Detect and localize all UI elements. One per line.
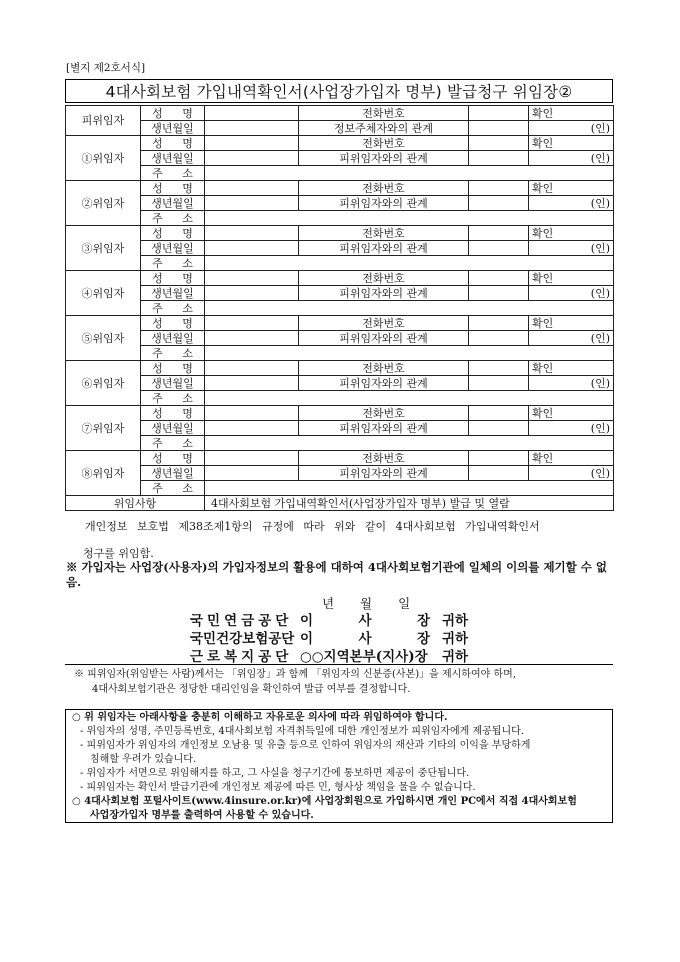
birth-field[interactable] (205, 466, 299, 481)
delegate-label: ④위임자 (66, 271, 141, 316)
phone-label: 전화번호 (299, 271, 469, 286)
seal-field[interactable]: (인) (529, 241, 614, 256)
name-label: 성 명 (141, 181, 205, 196)
seal-field[interactable]: (인) (529, 286, 614, 301)
addressee-suffix: 귀하 (442, 631, 469, 647)
birth-field[interactable] (205, 331, 299, 346)
delegate-row-address (66, 211, 614, 226)
delegate-row-birth (66, 286, 614, 301)
title-char: 장 (416, 631, 430, 647)
delegate-row-address (66, 301, 614, 316)
title-char: 사 (358, 631, 372, 647)
relation-label: 피위임자와의 관계 (299, 196, 469, 211)
date-line: 년 월 일 (322, 596, 411, 611)
relation-field[interactable] (469, 376, 529, 391)
delegate-row-name (66, 271, 614, 286)
phone-label: 전화번호 (299, 181, 469, 196)
address-label: 주 소 (141, 166, 205, 181)
birth-field[interactable] (205, 151, 299, 166)
name-label: 성 명 (141, 271, 205, 286)
delegate-row-name (66, 181, 614, 196)
delegate-row-birth (66, 241, 614, 256)
addressee-row (190, 630, 468, 648)
name-field[interactable] (205, 136, 299, 151)
separator (65, 664, 613, 665)
delegate-row-address (66, 166, 614, 181)
phone-label: 전화번호 (299, 406, 469, 421)
guidance-item: - 위임자가 서면으로 위임해지를 하고, 그 사실을 청구기간에 통보하면 제공이 중단됩니다. (80, 768, 470, 779)
delegate-label: ③위임자 (66, 226, 141, 271)
phone-label: 전화번호 (299, 106, 469, 121)
address-label: 주 소 (141, 391, 205, 406)
mandate-label: 위임사항 (66, 496, 205, 511)
seal-field[interactable]: (인) (529, 151, 614, 166)
name-label: 성 명 (141, 106, 205, 121)
name-field[interactable] (205, 406, 299, 421)
address-field[interactable] (205, 256, 614, 271)
title-char: 사 (358, 613, 372, 629)
delegatee-label: 피위임자 (66, 106, 141, 136)
statement (85, 519, 605, 562)
relation-field[interactable] (469, 466, 529, 481)
confirm-label: 확인 (529, 406, 614, 421)
guidance-item: - 피위임자가 위임자의 개인정보 오남용 및 유출 등으로 인하여 위임자의 재산과 기타의 이익을 부당하게 (80, 740, 531, 751)
phone-label: 전화번호 (299, 226, 469, 241)
birth-label: 생년월일 (141, 121, 205, 136)
title-char: 장 (416, 613, 430, 629)
phone-field[interactable] (469, 361, 529, 376)
name-label: 성 명 (141, 136, 205, 151)
addressee-row (190, 612, 468, 630)
relation-label: 정보주체자와의 관계 (299, 121, 469, 136)
phone-label: 전화번호 (299, 361, 469, 376)
guidance-box (65, 709, 613, 823)
address-label: 주 소 (141, 436, 205, 451)
addressee-title (300, 630, 430, 648)
birth-field[interactable] (205, 196, 299, 211)
form-code: [별지 제2호서식] (66, 62, 146, 74)
delegate-row-birth (66, 376, 614, 391)
delegation-table (65, 105, 614, 511)
delegate-row-address (66, 346, 614, 361)
delegate-row-birth (66, 331, 614, 346)
delegate-label: ⑦위임자 (66, 406, 141, 451)
address-label: 주 소 (141, 481, 205, 496)
address-field[interactable] (205, 166, 614, 181)
confirm-label: 확인 (529, 451, 614, 466)
title-text: ○○지역본부(지사)장 (300, 649, 428, 665)
delegate-row-name (66, 406, 614, 421)
seal-field[interactable]: (인) (529, 466, 614, 481)
birth-label: 생년월일 (141, 151, 205, 166)
delegate-label: ②위임자 (66, 181, 141, 226)
delegate-row-name (66, 361, 614, 376)
relation-field[interactable] (469, 331, 529, 346)
delegate-label: ⑥위임자 (66, 361, 141, 406)
guidance-item: 침해할 우려가 있습니다. (90, 754, 197, 765)
name-field[interactable] (205, 361, 299, 376)
birth-field[interactable] (205, 286, 299, 301)
confirm-label: 확인 (529, 316, 614, 331)
title-char: 이 (300, 613, 314, 629)
phone-field[interactable] (469, 226, 529, 241)
birth-label: 생년월일 (141, 241, 205, 256)
phone-label: 전화번호 (299, 136, 469, 151)
delegate-row-name (66, 226, 614, 241)
name-label: 성 명 (141, 451, 205, 466)
birth-label: 생년월일 (141, 286, 205, 301)
birth-label: 생년월일 (141, 331, 205, 346)
address-field[interactable] (205, 436, 614, 451)
footnote-line1: ※ 피위임자(위임받는 사람)께서는 「위임장」과 함께 「위임자의 신분증(사본)」을 제시하여야 하며, (74, 669, 516, 680)
mandate-value: 4대사회보험 가입내역확인서(사업장가입자 명부) 발급 및 열람 (205, 496, 614, 511)
statement-line1: 개인정보 보호법 제38조제1항의 규정에 따라 위와 같이 4대사회보험 가입내역확인서 (85, 520, 540, 533)
addressee-block (190, 612, 468, 666)
address-field[interactable] (205, 301, 614, 316)
delegatee-row-name (66, 106, 614, 121)
name-field[interactable] (205, 181, 299, 196)
form-title: 4대사회보험 가입내역확인서(사업장가입자 명부) 발급청구 위임장② (65, 79, 613, 103)
name-label: 성 명 (141, 226, 205, 241)
relation-label: 피위임자와의 관계 (299, 286, 469, 301)
phone-field[interactable] (469, 406, 529, 421)
seal-field[interactable]: (인) (529, 196, 614, 211)
guidance-item: - 피위임자는 확인서 발급기관에 개인정보 제공에 따른 민, 형사상 책임을 물을 수 없습니다. (80, 782, 476, 793)
seal-field[interactable]: (인) (529, 376, 614, 391)
relation-label: 피위임자와의 관계 (299, 466, 469, 481)
confirm-label: 확인 (529, 271, 614, 286)
addressee-title (300, 612, 430, 630)
name-label: 성 명 (141, 361, 205, 376)
phone-field[interactable] (469, 271, 529, 286)
address-label: 주 소 (141, 211, 205, 226)
seal-field[interactable]: (인) (529, 421, 614, 436)
confirm-label: 확인 (529, 181, 614, 196)
birth-field[interactable] (205, 421, 299, 436)
phone-field[interactable] (469, 451, 529, 466)
phone-field[interactable] (469, 106, 529, 121)
delegate-row-birth (66, 421, 614, 436)
relation-label: 피위임자와의 관계 (299, 376, 469, 391)
confirm-label: 확인 (529, 136, 614, 151)
address-label: 주 소 (141, 346, 205, 361)
name-field[interactable] (205, 271, 299, 286)
relation-field[interactable] (469, 121, 529, 136)
phone-field[interactable] (469, 136, 529, 151)
birth-field[interactable] (205, 376, 299, 391)
delegate-label: ①위임자 (66, 136, 141, 181)
address-field[interactable] (205, 481, 614, 496)
address-label: 주 소 (141, 301, 205, 316)
phone-label: 전화번호 (299, 316, 469, 331)
name-field[interactable] (205, 316, 299, 331)
notice: ※ 가입자는 사업장(사용자)의 가입자정보의 활용에 대하여 4대사회보험기관에 일체의 이의를 제기할 수 없음. (66, 560, 607, 589)
relation-label: 피위임자와의 관계 (299, 241, 469, 256)
name-field[interactable] (205, 106, 299, 121)
name-label: 성 명 (141, 316, 205, 331)
delegate-row-address (66, 481, 614, 496)
relation-label: 피위임자와의 관계 (299, 421, 469, 436)
footnote-line2: 4대사회보험기관은 정당한 대리인임을 확인하여 발급 여부를 결정합니다. (92, 684, 411, 695)
relation-label: 피위임자와의 관계 (299, 331, 469, 346)
confirm-label: 확인 (529, 361, 614, 376)
relation-field[interactable] (469, 196, 529, 211)
footnote (74, 667, 614, 697)
phone-label: 전화번호 (299, 451, 469, 466)
delegatee-row-birth (66, 121, 614, 136)
birth-field[interactable] (205, 121, 299, 136)
relation-field[interactable] (469, 151, 529, 166)
addressee-org: 근로복지공단 (190, 649, 293, 665)
guidance-item: - 위임자의 성명, 주민등록번호, 4대사회보험 자격취득일에 대한 개인정보가 피위임자에게 제공됩니다. (80, 726, 524, 737)
name-label: 성 명 (141, 406, 205, 421)
relation-field[interactable] (469, 286, 529, 301)
address-label: 주 소 (141, 256, 205, 271)
confirm-label: 확인 (529, 106, 614, 121)
relation-label: 피위임자와의 관계 (299, 151, 469, 166)
confirm-label: 확인 (529, 226, 614, 241)
delegate-row-birth (66, 196, 614, 211)
title-char: 이 (300, 631, 314, 647)
delegate-row-address (66, 391, 614, 406)
relation-field[interactable] (469, 421, 529, 436)
name-field[interactable] (205, 226, 299, 241)
addressee-suffix: 귀하 (442, 613, 469, 629)
relation-field[interactable] (469, 241, 529, 256)
name-field[interactable] (205, 451, 299, 466)
birth-label: 생년월일 (141, 376, 205, 391)
portal-line2: 사업장가입자 명부를 출력하여 사용할 수 있습니다. (90, 810, 314, 821)
statement-line2: 청구를 위임함. (83, 547, 154, 560)
seal-field[interactable]: (인) (529, 121, 614, 136)
addressee-suffix: 귀하 (442, 649, 469, 665)
birth-label: 생년월일 (141, 196, 205, 211)
delegate-row-birth (66, 151, 614, 166)
address-field[interactable] (205, 391, 614, 406)
delegate-row-address (66, 436, 614, 451)
delegate-row-name (66, 451, 614, 466)
address-field[interactable] (205, 346, 614, 361)
portal-line1: ○ 4대사회보험 포털사이트(www.4insure.or.kr)에 사업장회원으로 가입하시면 개인 PC에서 직접 4대사회보험 (72, 796, 577, 807)
addressee-org: 국민건강보험공단 (190, 631, 295, 647)
seal-field[interactable]: (인) (529, 331, 614, 346)
delegate-label: ⑧위임자 (66, 451, 141, 496)
delegate-row-address (66, 256, 614, 271)
delegate-label: ⑤위임자 (66, 316, 141, 361)
delegation-table-body (66, 106, 614, 511)
phone-field[interactable] (469, 316, 529, 331)
birth-label: 생년월일 (141, 421, 205, 436)
addressee-org: 국민연금공단 (190, 613, 293, 629)
birth-label: 생년월일 (141, 466, 205, 481)
delegate-row-birth (66, 466, 614, 481)
delegate-row-name (66, 136, 614, 151)
birth-field[interactable] (205, 241, 299, 256)
guidance-heading: ○ 위 위임자는 아래사항을 충분히 이해하고 자유로운 의사에 따라 위임하여야 합니다. (72, 712, 448, 723)
phone-field[interactable] (469, 181, 529, 196)
delegate-row-name (66, 316, 614, 331)
mandate-row (66, 496, 614, 511)
address-field[interactable] (205, 211, 614, 226)
